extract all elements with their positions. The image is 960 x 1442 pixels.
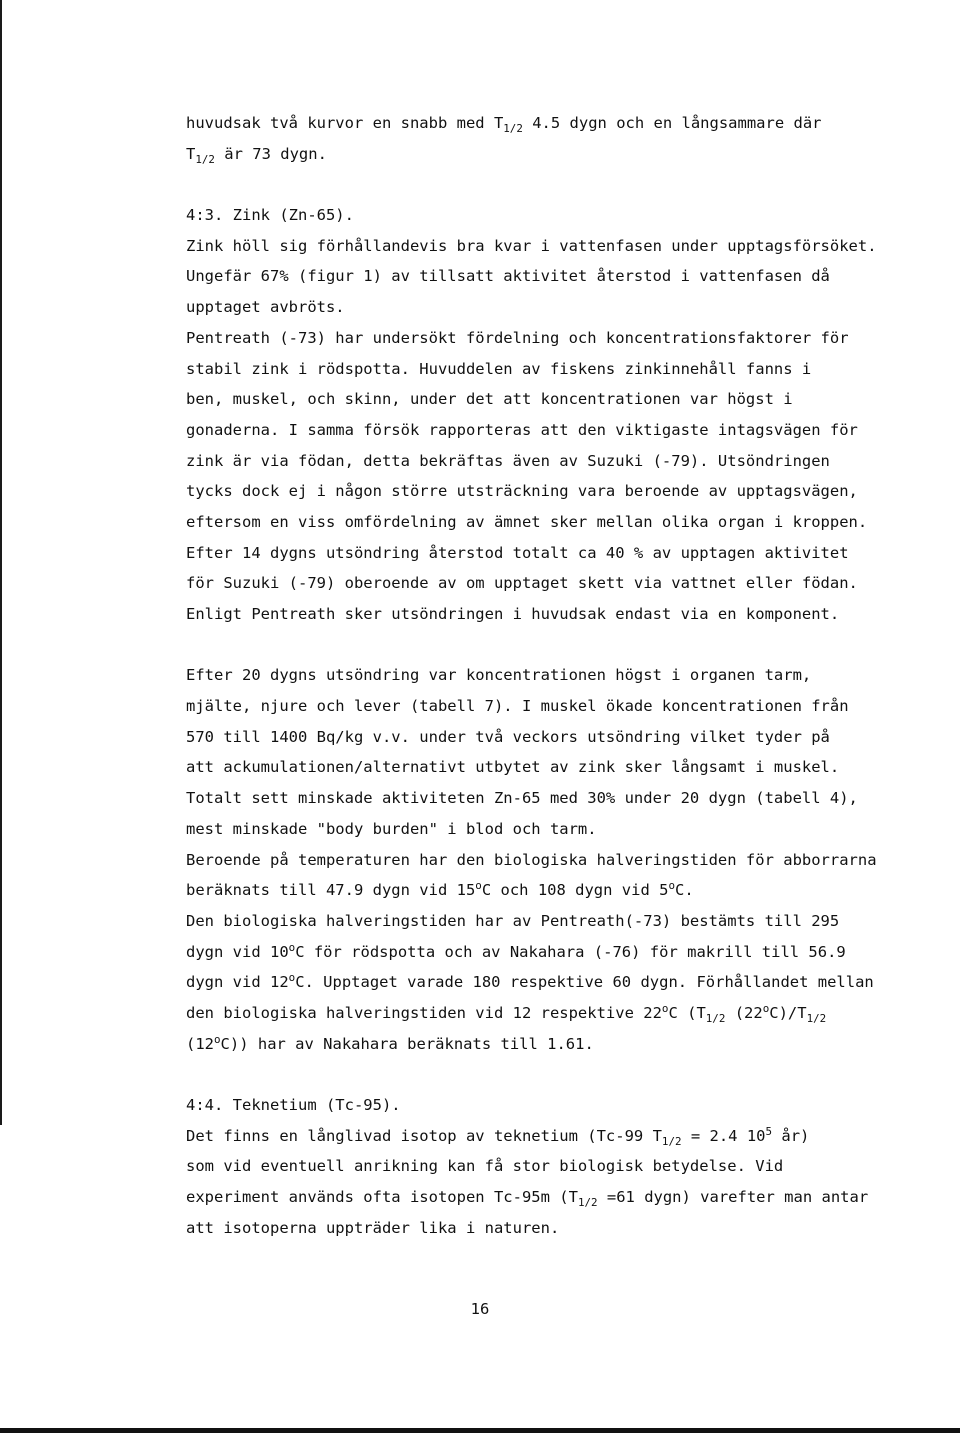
text-line [186, 906, 946, 937]
text-segment: C (T [668, 1003, 706, 1022]
text-segment: stabil zink i rödspotta. Huvuddelen av fiskens zinkinnehåll fanns i [186, 359, 812, 378]
subscript: 1/2 [195, 152, 215, 166]
text-line [186, 752, 946, 783]
text-segment: mjälte, njure och lever (tabell 7). I muskel ökade koncentrationen från [186, 697, 849, 716]
text-segment: år) [772, 1126, 810, 1145]
text-segment: zink är via födan, detta bekräftas även av Suzuki (-79). Utsöndringen [186, 451, 830, 470]
text-segment: Totalt sett minskade aktiviteten Zn-65 med 30% under 20 dygn (tabell 4), [186, 789, 858, 808]
text-line [186, 538, 946, 569]
text-segment: för Suzuki (-79) oberoende av om upptaget skett via vattnet eller födan. [186, 574, 858, 593]
page-number: 16 [470, 1300, 490, 1318]
text-segment: Pentreath (-73) har undersökt fördelning och koncentrationsfaktorer för [186, 328, 849, 347]
subscript: 1/2 [577, 1196, 598, 1210]
text-line [186, 323, 946, 354]
text-line [186, 1029, 946, 1060]
text-line [186, 875, 946, 906]
text-segment: Ungefär 67% (figur 1) av tillsatt aktivitet återstod i vattenfasen då [186, 267, 830, 286]
text-segment: Enligt Pentreath sker utsöndringen i huvudsak endast via en komponent. [186, 605, 840, 623]
text-line [186, 722, 946, 753]
text-segment: (22 [725, 1003, 763, 1022]
superscript: o [288, 940, 296, 954]
text-segment: C och 108 dygn vid 5 [481, 881, 669, 900]
bottom-rule [0, 1428, 960, 1433]
text-segment: C)) har av Nakahara beräknats till 1.61. [220, 1034, 594, 1053]
text-segment: Efter 20 dygns utsöndring var koncentrationen högst i organen tarm, [186, 666, 812, 685]
text-segment: = 2.4 10 [681, 1126, 766, 1145]
text-line [186, 937, 946, 968]
superscript: o [661, 1001, 669, 1015]
text-segment: C. Upptaget varade 180 respektive 60 dygn. Förhållandet mellan [295, 973, 874, 992]
text-segment: (12 [186, 1034, 214, 1053]
text-line [186, 261, 946, 292]
text-segment: Zink höll sig förhållandevis bra kvar i vattenfasen under upptagsförsöket. [186, 236, 877, 255]
text-line [186, 139, 946, 170]
text-segment: 4:3. Zink (Zn-65). [186, 206, 354, 225]
text-line [186, 1182, 946, 1213]
text-segment: som vid eventuell anrikning kan få stor biologisk betydelse. Vid [186, 1157, 784, 1176]
text-segment: beräknats till 47.9 dygn vid 15 [186, 881, 476, 900]
text-segment: den biologiska halveringstiden vid 12 respektive 22 [186, 1003, 662, 1022]
text-line [186, 1090, 946, 1121]
text-line [186, 108, 946, 139]
blank-line [186, 169, 946, 200]
text-line [186, 415, 946, 446]
text-line [186, 845, 946, 876]
text-line [186, 568, 946, 599]
text-segment: att ackumulationen/alternativt utbytet av zink sker långsamt i muskel. [186, 758, 840, 777]
text-segment: dygn vid 10 [186, 942, 289, 961]
text-segment: ben, muskel, och skinn, under det att koncentrationen var högst i [186, 390, 793, 409]
text-segment: C för rödspotta och av Nakahara (-76) för makrill till 56.9 [295, 942, 846, 961]
text-line [186, 814, 946, 845]
text-line [186, 1213, 946, 1244]
superscript: o [475, 879, 482, 893]
text-segment: gonaderna. I samma försök rapporteras att den viktigaste intagsvägen för [186, 420, 858, 439]
text-line [186, 354, 946, 385]
subscript: 1/2 [806, 1012, 827, 1026]
text-segment: T [186, 144, 196, 163]
subscript: 1/2 [661, 1134, 682, 1148]
superscript: o [668, 879, 675, 893]
superscript: o [288, 971, 296, 985]
blank-line [186, 1059, 946, 1090]
text-line [186, 1151, 946, 1182]
text-line [186, 691, 946, 722]
text-line [186, 998, 946, 1029]
text-line [186, 1121, 946, 1152]
text-segment: C)/T [769, 1003, 807, 1022]
text-segment: upptaget avbröts. [186, 298, 345, 317]
text-segment: Beroende på temperaturen har den biologiska halveringstiden för abborrarna [186, 850, 877, 869]
text-line [186, 967, 946, 998]
blank-line [186, 630, 946, 661]
document-body [186, 108, 946, 1243]
superscript: 5 [765, 1124, 773, 1138]
text-line [186, 783, 946, 814]
text-segment: C. [675, 881, 694, 900]
text-segment: huvudsak två kurvor en snabb med T [186, 114, 504, 132]
text-segment: eftersom en viss omfördelning av ämnet sker mellan olika organ i kroppen. [186, 512, 868, 531]
text-segment: tycks dock ej i någon större utsträckning vara beroende av upptagsvägen, [186, 482, 858, 501]
text-segment: att isotoperna uppträder lika i naturen. [186, 1218, 560, 1237]
text-segment: 570 till 1400 Bq/kg v.v. under två veckors utsöndring vilket tyder på [186, 727, 830, 746]
text-segment: mest minskade "body burden" i blod och tarm. [186, 819, 597, 838]
text-line [186, 660, 946, 691]
text-segment: experiment används ofta isotopen Tc-95m (T [186, 1188, 578, 1207]
text-segment: 4.5 dygn och en långsammare där [522, 114, 822, 132]
subscript: 1/2 [503, 122, 523, 136]
text-line [186, 507, 946, 538]
text-line [186, 599, 946, 630]
superscript: o [214, 1032, 221, 1046]
text-line [186, 231, 946, 262]
text-segment: är 73 dygn. [214, 144, 327, 163]
text-line [186, 292, 946, 323]
text-segment: Efter 14 dygns utsöndring återstod totalt ca 40 % av upptagen aktivitet [186, 543, 849, 562]
text-segment: Den biologiska halveringstiden har av Pentreath(-73) bestämts till 295 [186, 911, 840, 930]
left-margin-rule [0, 0, 2, 1125]
text-line [186, 200, 946, 231]
text-line [186, 446, 946, 477]
text-segment: dygn vid 12 [186, 973, 289, 992]
text-line [186, 476, 946, 507]
text-segment: Det finns en långlivad isotop av teknetium (Tc-99 T [186, 1126, 662, 1145]
text-segment: =61 dygn) varefter man antar [597, 1188, 869, 1207]
subscript: 1/2 [705, 1012, 726, 1026]
superscript: o [762, 1001, 770, 1015]
text-line [186, 384, 946, 415]
text-segment: 4:4. Teknetium (Tc-95). [186, 1096, 401, 1114]
